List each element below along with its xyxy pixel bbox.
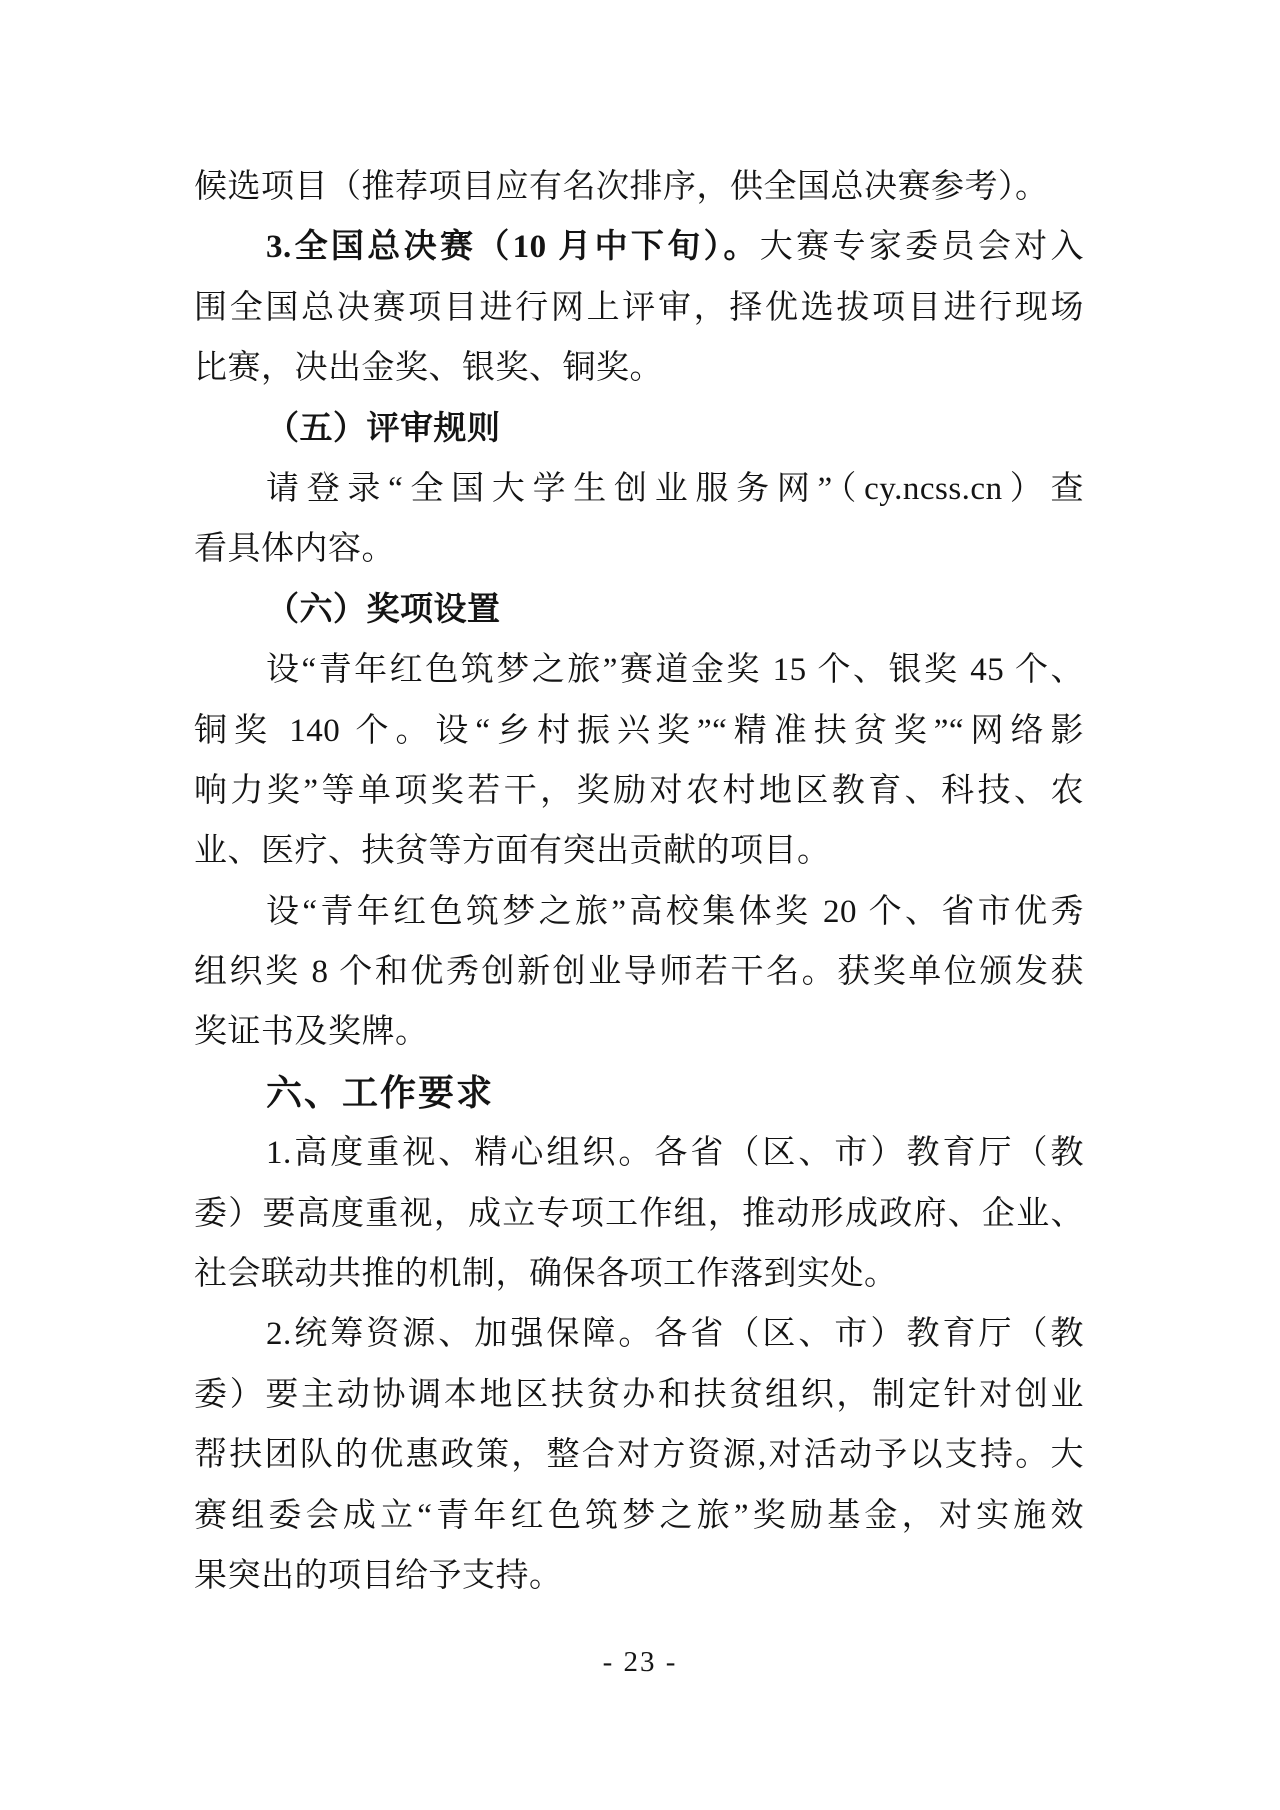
section-heading — [194, 399, 1084, 459]
body-line — [194, 1425, 1084, 1485]
body-line — [194, 1304, 1084, 1364]
body-line — [194, 761, 1084, 821]
document-text-block — [194, 157, 1084, 1606]
body-line — [194, 1244, 1084, 1304]
text-run: 响力奖”等单项奖若干，奖励对农村地区教育、科技、农 — [194, 772, 1084, 809]
body-line — [194, 217, 1084, 277]
text-run: 设“青年红色筑梦之旅”高校集体奖 20 个、省市优秀 — [266, 893, 1084, 930]
text-run: 组织奖 8 个和优秀创新创业导师若干名。获奖单位颁发获 — [194, 954, 1084, 991]
body-line — [194, 338, 1084, 398]
body-line — [194, 519, 1084, 579]
body-line — [194, 1486, 1084, 1546]
text-run: 业、医疗、扶贫等方面有突出贡献的项目。 — [194, 833, 831, 870]
body-line — [194, 1123, 1084, 1183]
text-run: 2.统筹资源、加强保障。各省（区、市）教育厅（教 — [266, 1316, 1084, 1353]
bold-text-run: （五）评审规则 — [266, 410, 501, 447]
text-run: 社会联动共推的机制，确保各项工作落到实处。 — [194, 1256, 898, 1293]
body-line — [194, 942, 1084, 1002]
bold-text-run: 六、工作要求 — [266, 1071, 495, 1113]
body-line — [194, 821, 1084, 881]
body-line — [194, 278, 1084, 338]
section-heading — [194, 1063, 1084, 1123]
text-run: 候选项目（推荐项目应有名次排序，供全国总决赛参考）。 — [194, 169, 1049, 205]
text-run: 委）要主动协调本地区扶贫办和扶贫组织，制定针对创业 — [194, 1376, 1084, 1413]
body-line — [194, 157, 1084, 217]
text-run: 设“青年红色筑梦之旅”赛道金奖 15 个、银奖 45 个、 — [266, 652, 1084, 689]
text-run: 看具体内容。 — [194, 531, 395, 568]
body-line — [194, 1365, 1084, 1425]
text-run: 铜奖 140 个。设“乡村振兴奖”“精准扶贫奖”“网络影 — [194, 712, 1084, 749]
body-line — [194, 459, 1084, 519]
body-line — [194, 1002, 1084, 1062]
body-line — [194, 1546, 1084, 1606]
text-run: 比赛，决出金奖、银奖、铜奖。 — [194, 350, 663, 387]
text-run: 赛组委会成立“青年红色筑梦之旅”奖励基金，对实施效 — [194, 1497, 1084, 1534]
text-run: 果突出的项目给予支持。 — [194, 1557, 563, 1594]
text-run: 围全国总决赛项目进行网上评审，择优选拔项目进行现场 — [194, 289, 1084, 326]
text-run: 帮扶团队的优惠政策，整合对方资源,对活动予以支持。大 — [194, 1437, 1084, 1474]
bold-text-run: 3.全国总决赛（10 月中下旬）。 — [266, 229, 760, 266]
text-run: 1.高度重视、精心组织。各省（区、市）教育厅（教 — [266, 1135, 1084, 1172]
text-run: 奖证书及奖牌。 — [194, 1014, 429, 1051]
section-heading — [194, 580, 1084, 640]
bold-text-run: （六）奖项设置 — [266, 591, 501, 628]
body-line — [194, 640, 1084, 700]
text-run: 委）要高度重视，成立专项工作组，推动形成政府、企业、 — [194, 1195, 1084, 1232]
text-run: 大赛专家委员会对入 — [759, 229, 1084, 266]
text-run: 请登录“全国大学生创业服务网”（cy.ncss.cn）查 — [266, 470, 1084, 507]
page-number: - 23 - — [602, 1646, 678, 1678]
body-line — [194, 1184, 1084, 1244]
body-line — [194, 882, 1084, 942]
body-line — [194, 701, 1084, 761]
